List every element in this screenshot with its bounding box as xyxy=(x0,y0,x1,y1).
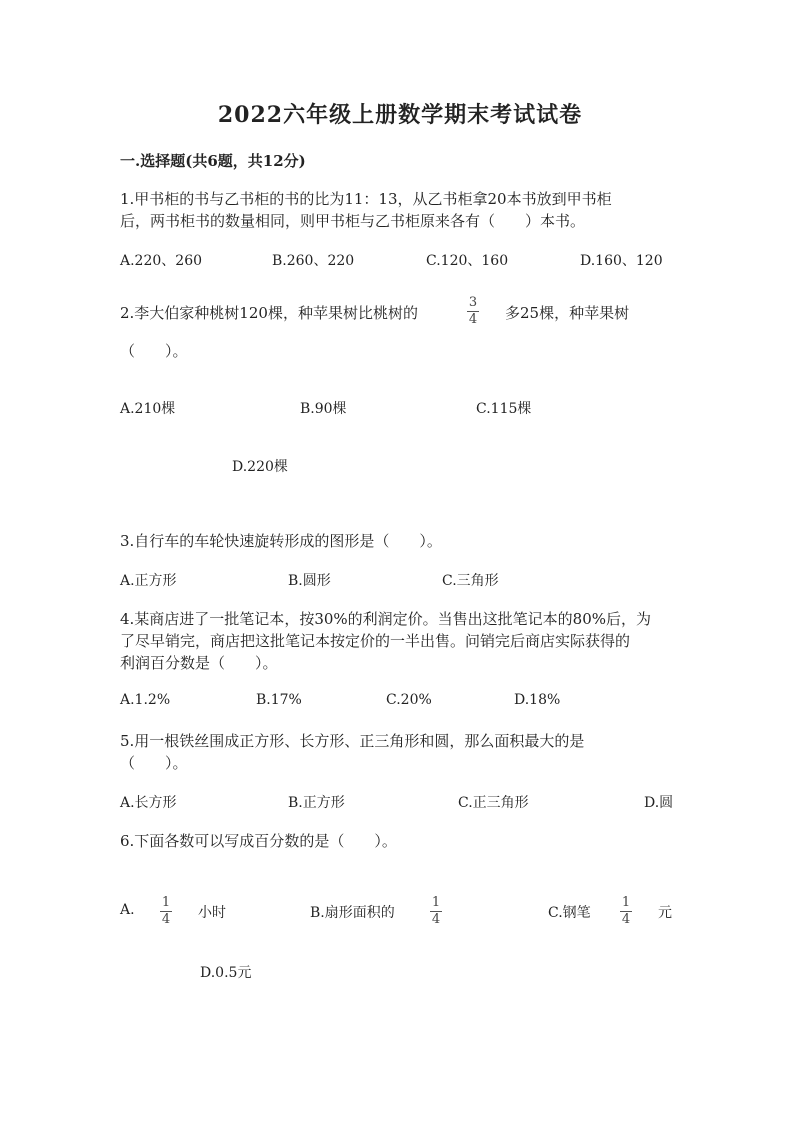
fraction-one-quarter xyxy=(620,896,632,927)
question-6-option-c[interactable]: C.钢笔 xyxy=(548,905,591,921)
fraction-denominator: 4 xyxy=(431,912,441,927)
fraction-numerator: 1 xyxy=(431,895,441,910)
page-title: 2022六年级上册数学期末考试试卷 xyxy=(217,102,583,128)
question-6-option-d[interactable]: D.0.5元 xyxy=(200,965,252,981)
question-4-line-3: 利润百分数是（ ）。 xyxy=(120,654,278,672)
question-4-option-c[interactable]: C.20% xyxy=(386,692,432,708)
question-2-option-c[interactable]: C.115棵 xyxy=(476,401,532,417)
question-5-option-c[interactable]: C.正三角形 xyxy=(458,795,529,811)
question-6-option-b[interactable]: B.扇形面积的 xyxy=(310,905,395,921)
question-1-option-d[interactable]: D.160、120 xyxy=(580,253,663,269)
question-2-option-b[interactable]: B.90棵 xyxy=(300,401,347,417)
section-heading: 一.选择题(共6题，共12分) xyxy=(120,152,306,170)
question-1-option-c[interactable]: C.120、160 xyxy=(426,253,509,269)
question-4-option-b[interactable]: B.17% xyxy=(256,692,302,708)
question-5-option-d[interactable]: D.圆 xyxy=(644,795,674,811)
question-3-option-b[interactable]: B.圆形 xyxy=(288,573,331,589)
question-2-text-a: 2.李大伯家种桃树120棵，种苹果树比桃树的 xyxy=(120,304,418,322)
question-6-option-c-suffix: 元 xyxy=(658,905,672,921)
question-2-option-d[interactable]: D.220棵 xyxy=(232,459,288,475)
question-3-option-a[interactable]: A.正方形 xyxy=(120,573,177,589)
question-6-option-a-suffix: 小时 xyxy=(198,905,226,921)
fraction-one-quarter xyxy=(430,896,442,927)
fraction-one-quarter xyxy=(160,896,172,927)
question-1-line-1: 1.甲书柜的书与乙书柜的书的比为11：13，从乙书柜拿20本书放到甲书柜 xyxy=(120,190,612,208)
question-6-option-a-label[interactable]: A. xyxy=(120,902,135,918)
question-6-text: 6.下面各数可以写成百分数的是（ ）。 xyxy=(120,832,397,850)
question-5-line-1: 5.用一根铁丝围成正方形、长方形、正三角形和圆，那么面积最大的是 xyxy=(120,732,585,750)
question-5-option-b[interactable]: B.正方形 xyxy=(288,795,345,811)
fraction-numerator: 1 xyxy=(161,895,171,910)
question-2-option-a[interactable]: A.210棵 xyxy=(120,401,176,417)
question-4-option-d[interactable]: D.18% xyxy=(514,692,561,708)
fraction-denominator: 4 xyxy=(468,312,478,327)
question-1-option-a[interactable]: A.220、260 xyxy=(120,253,203,269)
question-1-option-b[interactable]: B.260、220 xyxy=(272,253,355,269)
fraction-denominator: 4 xyxy=(161,912,171,927)
question-4-line-1: 4.某商店进了一批笔记本，按30%的利润定价。当售出这批笔记本的80%后，为 xyxy=(120,610,651,628)
question-2-line-2: （ ）。 xyxy=(120,342,188,360)
question-4-option-a[interactable]: A.1.2% xyxy=(120,692,171,708)
question-4-line-2: 了尽早销完，商店把这批笔记本按定价的一半出售。问销完后商店实际获得的 xyxy=(120,632,631,650)
question-1-line-2: 后，两书柜书的数量相同，则甲书柜与乙书柜原来各有（ ）本书。 xyxy=(120,212,586,230)
question-5-line-2: （ ）。 xyxy=(120,754,188,772)
question-2-text-b: 多25棵，种苹果树 xyxy=(505,304,630,322)
question-5-option-a[interactable]: A.长方形 xyxy=(120,795,177,811)
question-3-option-c[interactable]: C.三角形 xyxy=(442,573,499,589)
question-3-text: 3.自行车的车轮快速旋转形成的图形是（ ）。 xyxy=(120,532,442,550)
fraction-denominator: 4 xyxy=(621,912,631,927)
fraction-three-quarters xyxy=(467,296,479,327)
fraction-numerator: 1 xyxy=(621,895,631,910)
fraction-numerator: 3 xyxy=(468,295,478,310)
